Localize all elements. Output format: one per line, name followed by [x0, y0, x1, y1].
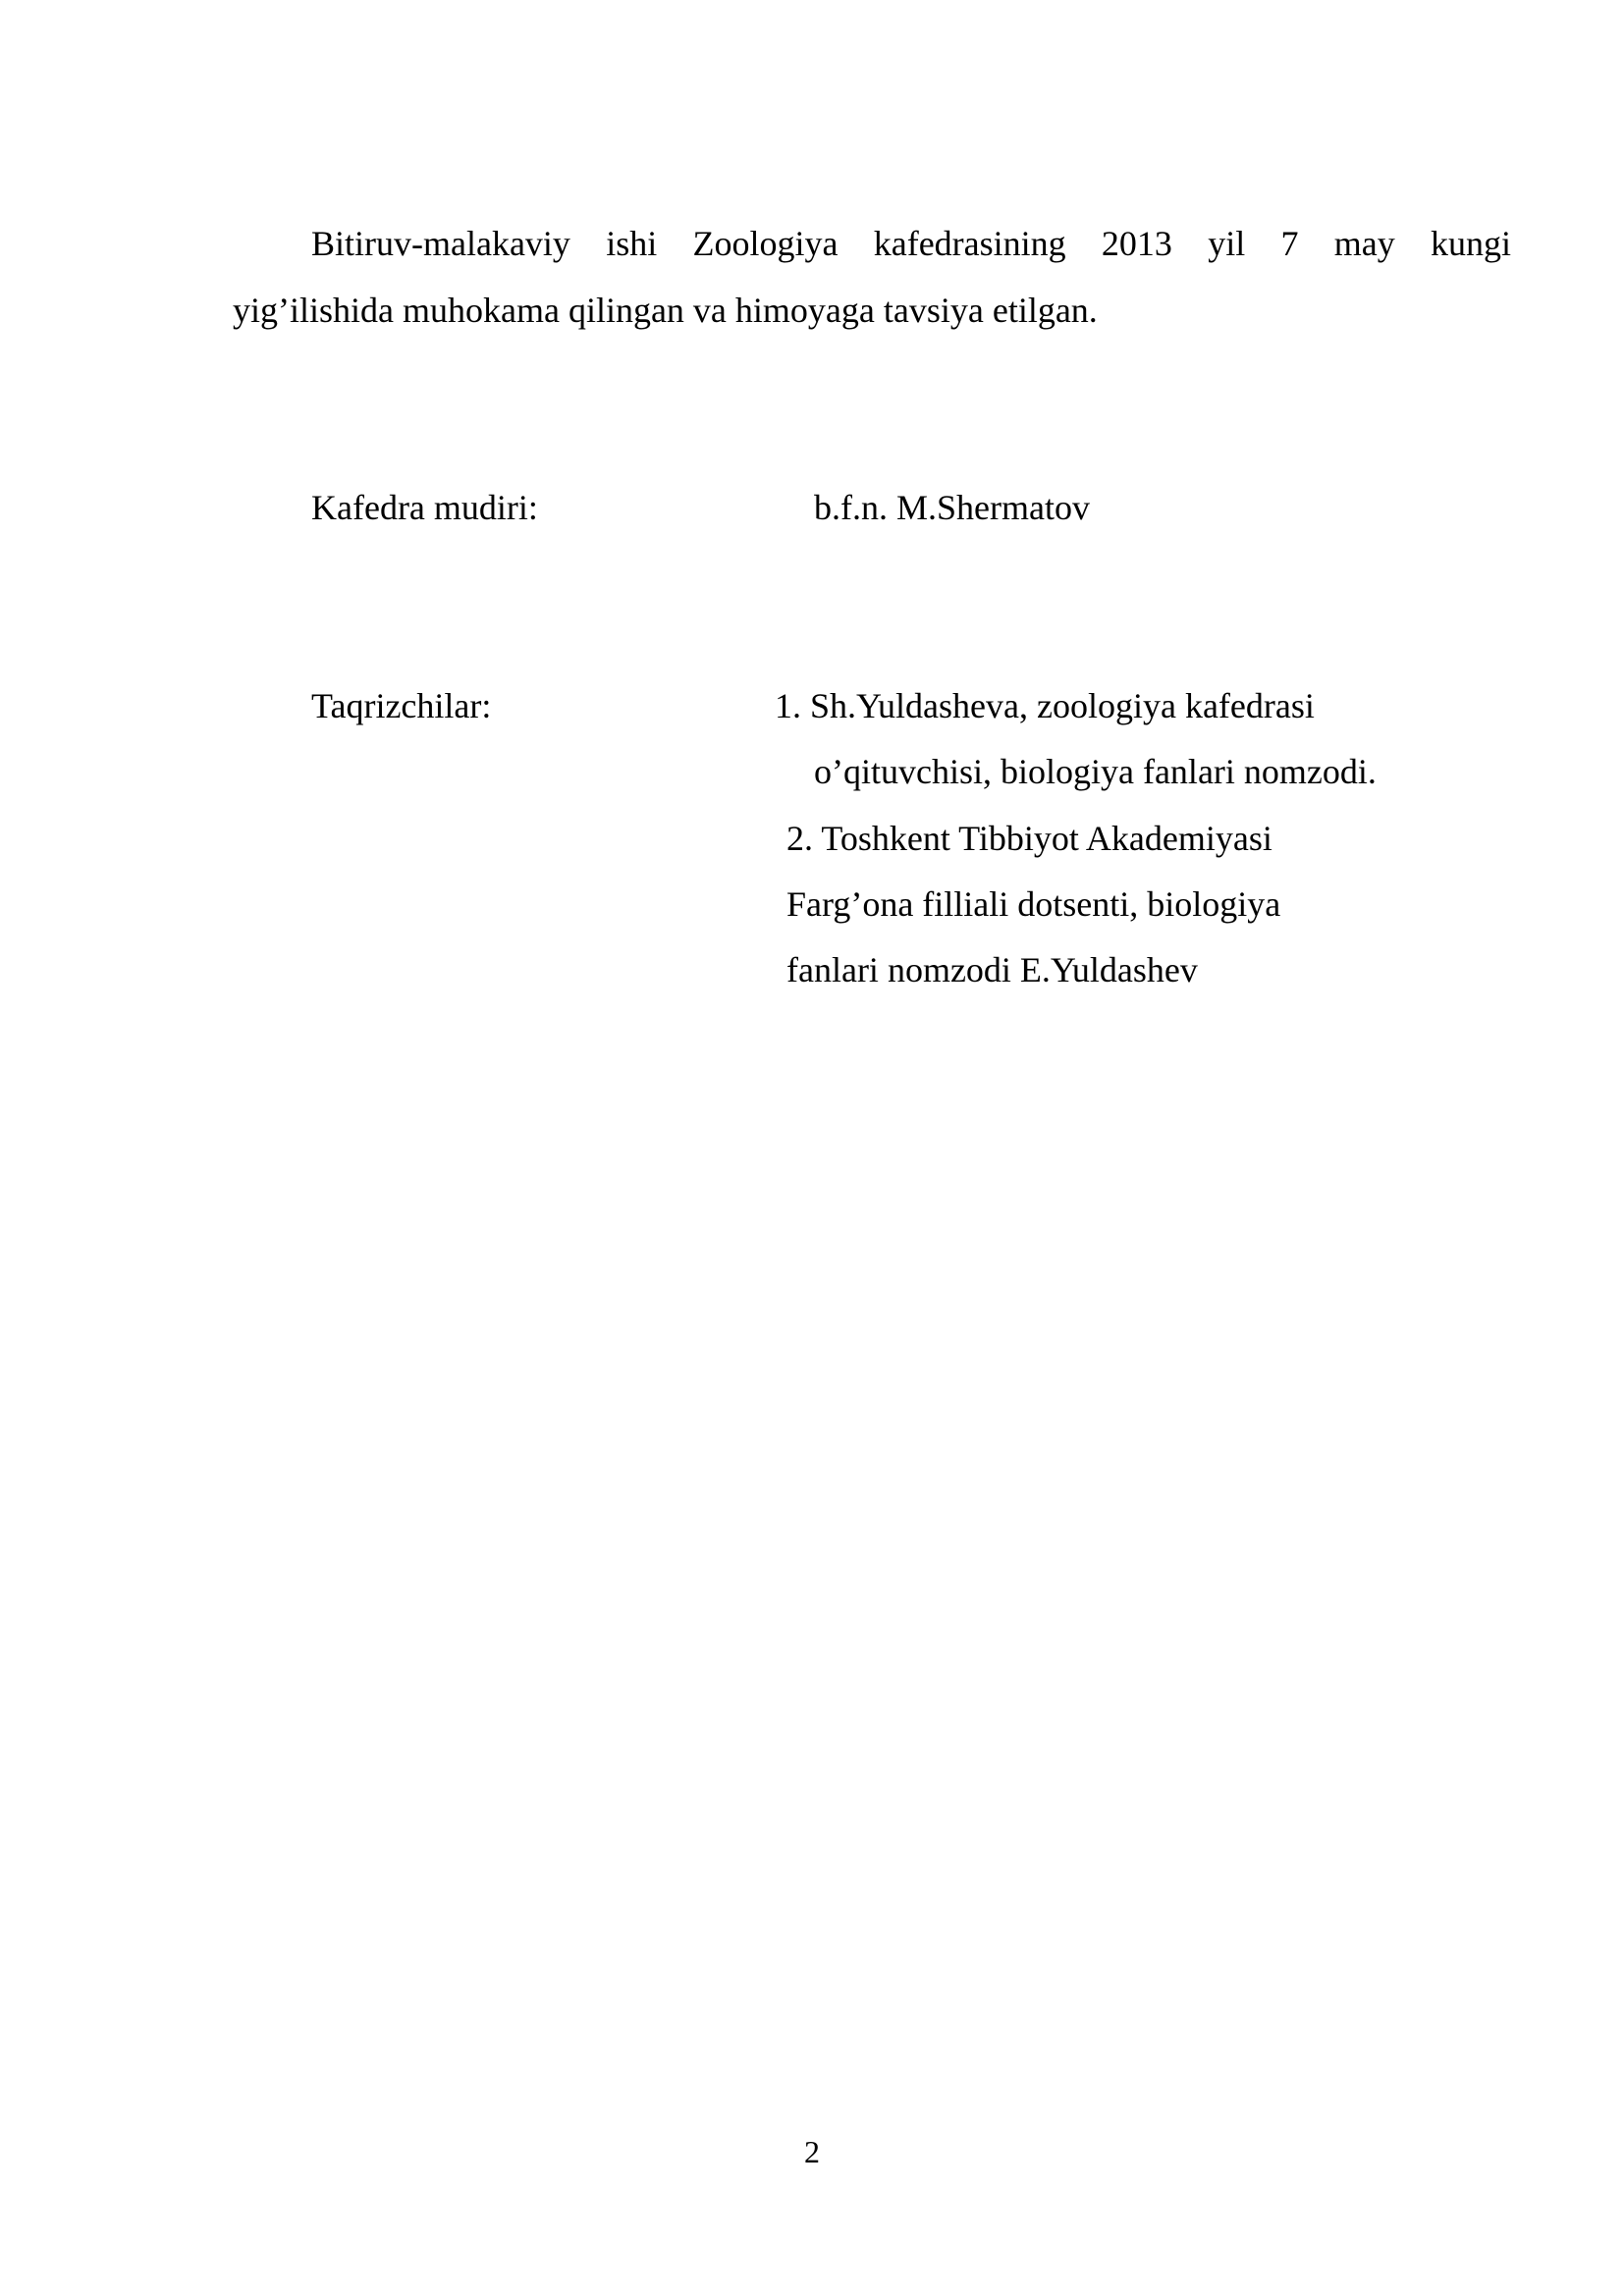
reviewer-line-3: 2. Toshkent Tibbiyot Akademiyasi: [786, 819, 1272, 858]
reviewers-label: Taqrizchilar:: [311, 686, 492, 725]
reviewer-line-4: Farg’ona filliali dotsenti, biologiya: [786, 884, 1281, 924]
reviewer-line-1: 1. Sh.Yuldasheva, zoologiya kafedrasi: [775, 686, 1315, 725]
paragraph-line-2: yig’ilishida muhokama qilingan va himoyaga tavsiya etilgan.: [233, 291, 1098, 330]
head-of-department-label: Kafedra mudiri:: [311, 488, 538, 527]
page-number: 2: [804, 2134, 820, 2169]
head-of-department-value: b.f.n. M.Shermatov: [814, 488, 1090, 527]
reviewer-line-5: fanlari nomzodi E.Yuldashev: [786, 950, 1198, 989]
reviewer-line-2: o’qituvchisi, biologiya fanlari nomzodi.: [814, 752, 1377, 791]
paragraph-line-1: Bitiruv-malakaviy ishi Zoologiya kafedrasining 2013 yil 7 may kungi: [311, 224, 1511, 263]
